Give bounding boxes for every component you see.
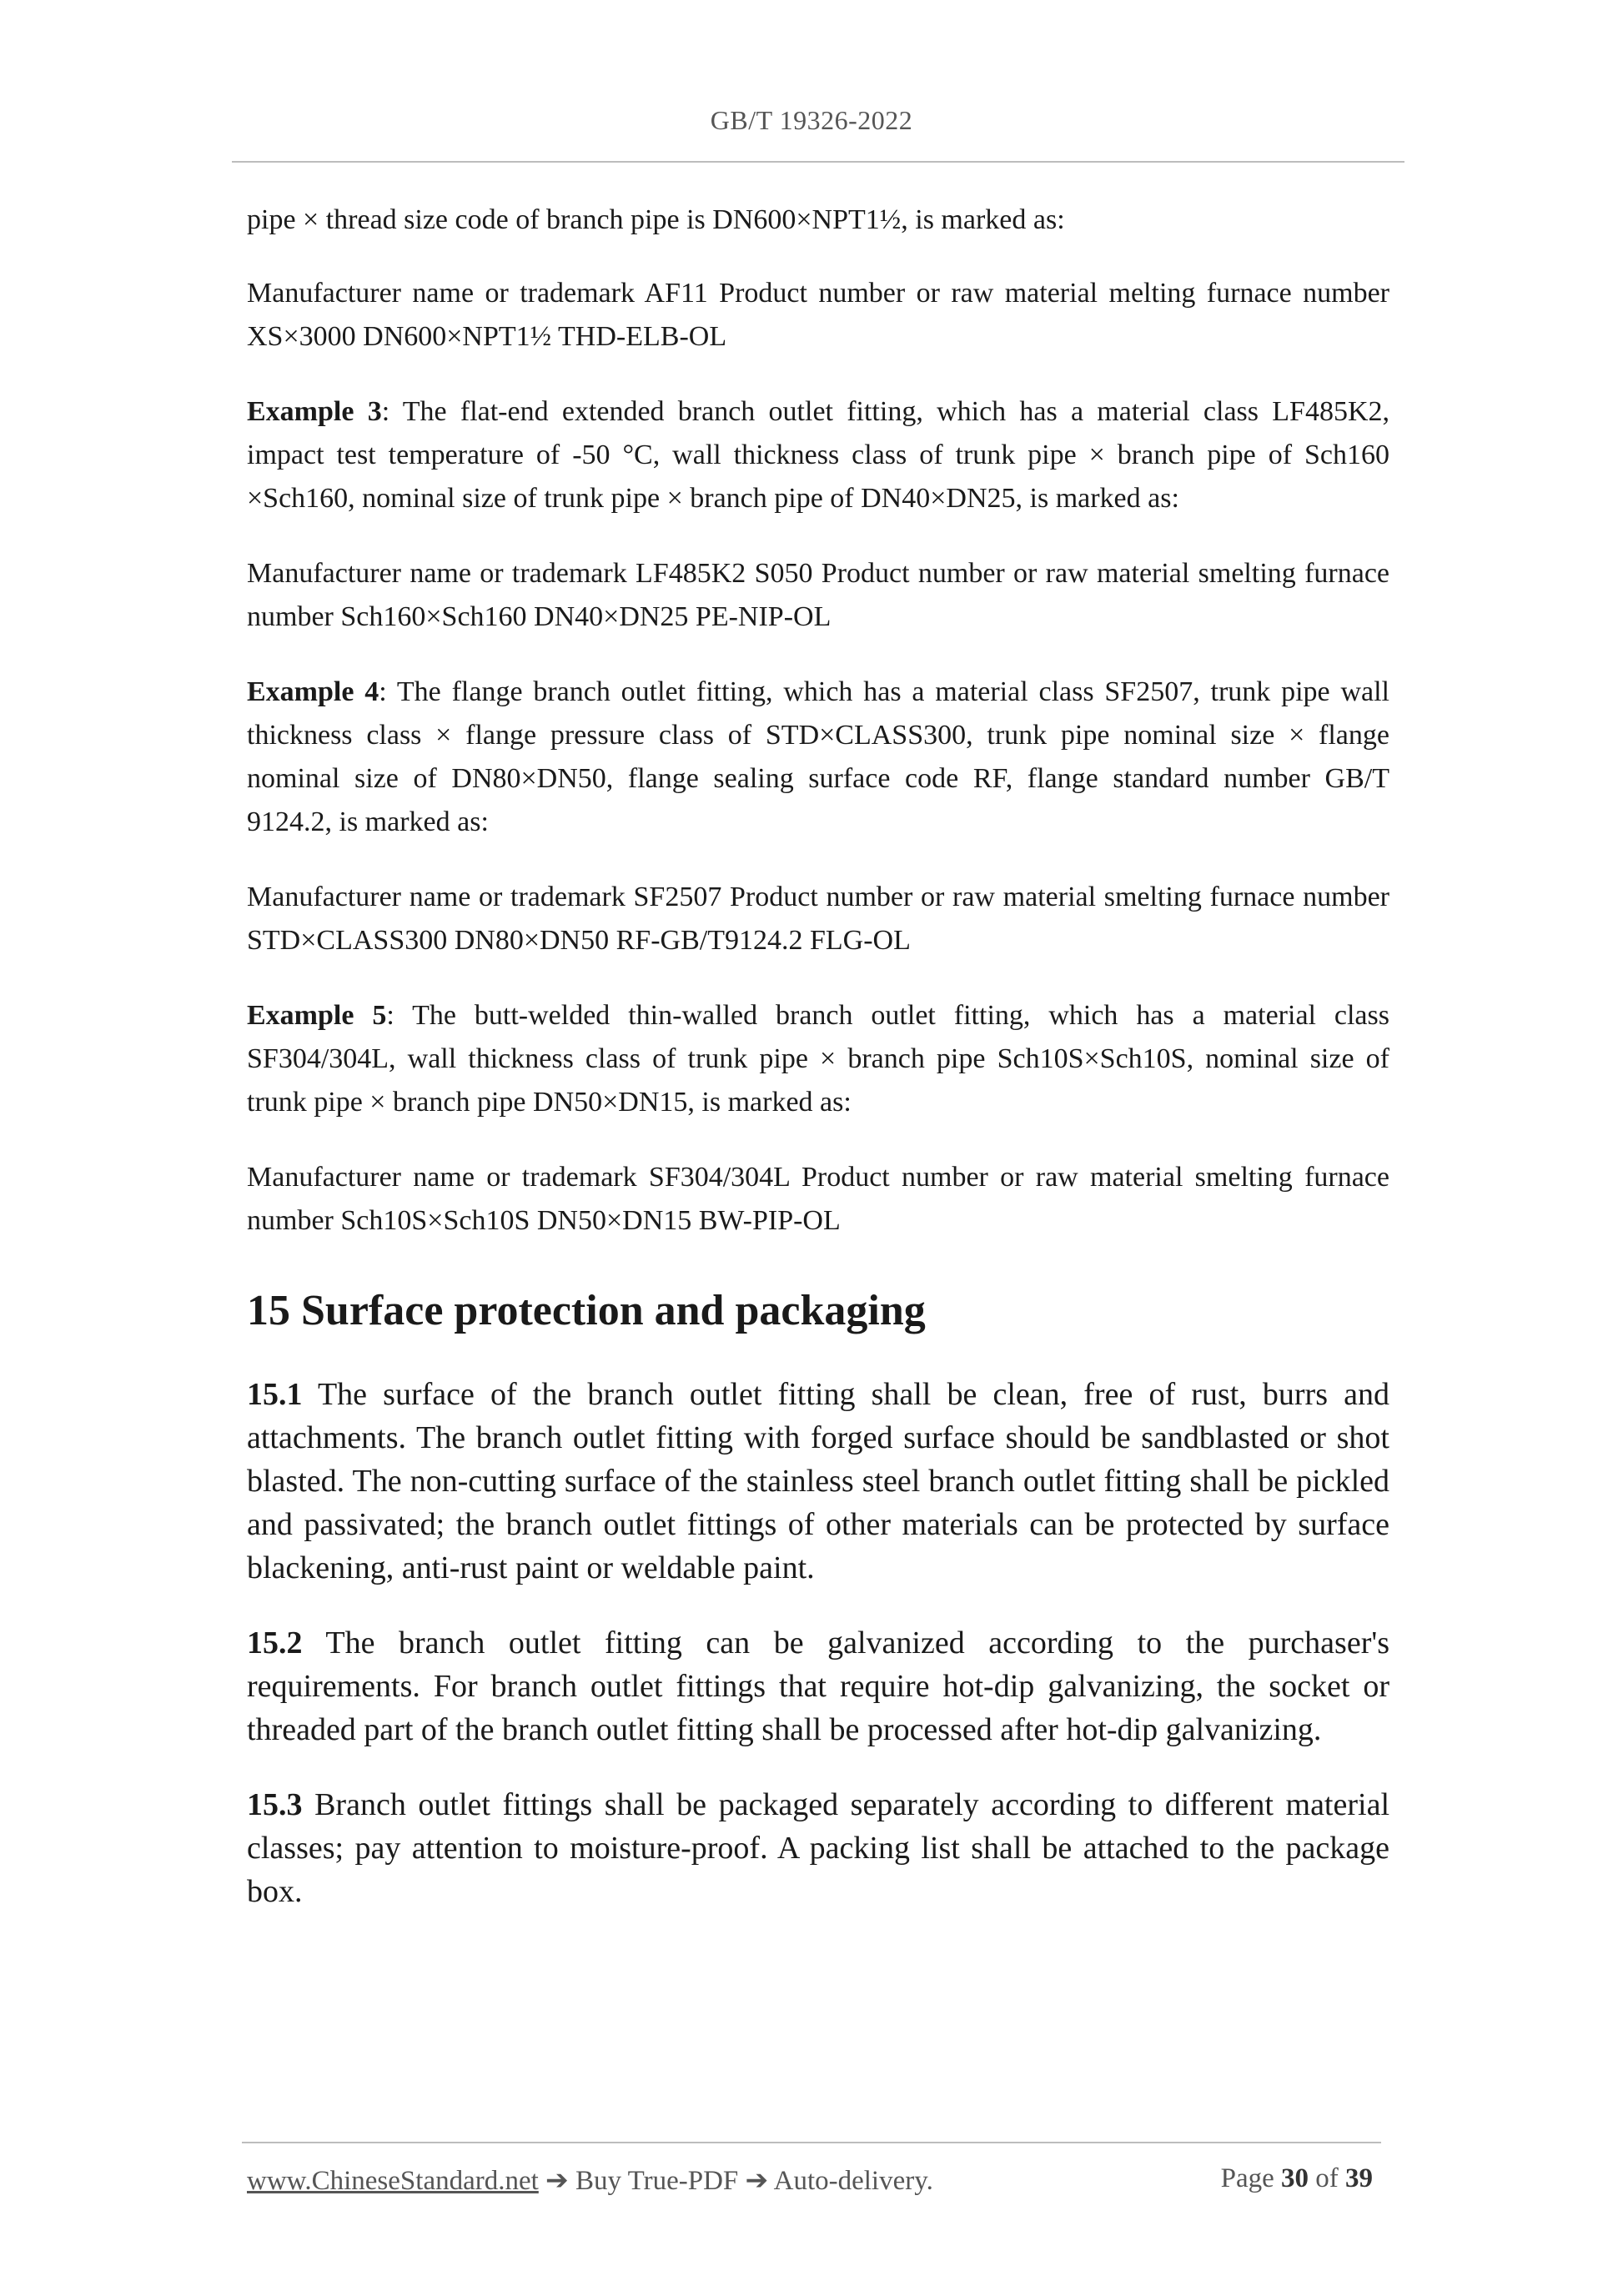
paragraph bbox=[247, 552, 1389, 639]
paragraph-example-5 bbox=[247, 994, 1389, 1124]
clause-15-1 bbox=[247, 1373, 1389, 1590]
example-label: Example 4 bbox=[247, 676, 379, 707]
example-label: Example 3 bbox=[247, 396, 382, 427]
section-heading: 15 Surface protection and packaging bbox=[247, 1287, 926, 1334]
page-number bbox=[1221, 2163, 1373, 2194]
buy-text: Buy True-PDF bbox=[568, 2166, 746, 2196]
page-footer bbox=[247, 2163, 1381, 2197]
clause-number: 15.2 bbox=[247, 1625, 303, 1660]
header-divider bbox=[232, 161, 1404, 163]
paragraph-text: Manufacturer name or trademark SF304/304L Product number or raw material smelting furnace number Sch10S×Sch10S DN50×DN15 BW-PIP-OL bbox=[247, 1162, 1389, 1236]
clause-15-2 bbox=[247, 1621, 1389, 1751]
paragraph-text: : The butt-welded thin-walled branch outlet fitting, which has a material class SF304/304L, wall thickness class of trunk pipe × branch pipe Sch10S×Sch10S, nominal size of trunk pipe × branch pipe DN50×DN15, is marked as: bbox=[247, 1000, 1389, 1118]
of-label: of bbox=[1309, 2163, 1345, 2193]
website-link[interactable]: www.ChineseStandard.net bbox=[247, 2166, 539, 2196]
clause-text: Branch outlet fittings shall be packaged separately according to different material classes; pay attention to moisture-proof. A packing list shall be attached to the package box. bbox=[247, 1787, 1389, 1909]
arrow-icon: ➔ bbox=[545, 2166, 569, 2196]
paragraph-text: : The flange branch outlet fitting, which has a material class SF2507, trunk pipe wall thickness class × flange pressure class of STD×CLASS300, trunk pipe nominal size × flange nominal size of DN80×DN50, flange sealing surface code RF, flange standard number GB/T 9124.2, is marked as: bbox=[247, 676, 1389, 837]
paragraph-text: Manufacturer name or trademark SF2507 Product number or raw material smelting furnace number STD×CLASS300 DN80×DN50 RF-GB/T9124.2 FLG-OL bbox=[247, 882, 1389, 956]
paragraph-text: pipe × thread size code of branch pipe is DN600×NPT1½, is marked as: bbox=[247, 204, 1065, 235]
arrow-icon: ➔ bbox=[745, 2166, 769, 2196]
paragraph-example-4 bbox=[247, 671, 1389, 844]
example-label: Example 5 bbox=[247, 1000, 387, 1031]
current-page: 30 bbox=[1281, 2163, 1309, 2193]
clause-text: The branch outlet fitting can be galvanized according to the purchaser's requirements. For branch outlet fittings that require hot-dip galvanizing, the socket or threaded part of the branch outlet fitting shall be processed after hot-dip galvanizing. bbox=[247, 1625, 1389, 1747]
clause-15-3 bbox=[247, 1783, 1389, 1913]
delivery-text: Auto-delivery. bbox=[768, 2166, 933, 2196]
paragraph-example-3 bbox=[247, 390, 1389, 520]
page-label: Page bbox=[1220, 2163, 1281, 2193]
paragraph bbox=[247, 198, 1389, 242]
clause-number: 15.3 bbox=[247, 1787, 303, 1822]
paragraph bbox=[247, 876, 1389, 962]
paragraph-text: Manufacturer name or trademark LF485K2 S050 Product number or raw material smelting furnace number Sch160×Sch160 DN40×DN25 PE-NIP-OL bbox=[247, 558, 1389, 632]
paragraph-text: Manufacturer name or trademark AF11 Product number or raw material melting furnace number XS×3000 DN600×NPT1½ THD-ELB-OL bbox=[247, 278, 1389, 352]
page-header-title: GB/T 19326-2022 bbox=[710, 105, 913, 135]
total-pages: 39 bbox=[1345, 2163, 1373, 2193]
footer-divider bbox=[242, 2142, 1381, 2143]
clause-text: The surface of the branch outlet fitting shall be clean, free of rust, burrs and attachments. The branch outlet fitting with forged surface should be sandblasted or shot blasted. The non-cutting surface of the stainless steel branch outlet fitting shall be pickled and passivated; the branch outlet fittings of other materials can be protected by surface blackening, anti-rust paint or weldable paint. bbox=[247, 1377, 1389, 1585]
clause-number: 15.1 bbox=[247, 1377, 303, 1412]
document-body bbox=[247, 198, 1389, 1945]
paragraph bbox=[247, 272, 1389, 359]
paragraph bbox=[247, 1156, 1389, 1243]
paragraph-text: : The flat-end extended branch outlet fitting, which has a material class LF485K2, impact test temperature of -50 °C, wall thickness class of trunk pipe × branch pipe of Sch160 ×Sch160, nominal size of trunk pipe × branch pipe of DN40×DN25, is marked as: bbox=[247, 396, 1389, 514]
